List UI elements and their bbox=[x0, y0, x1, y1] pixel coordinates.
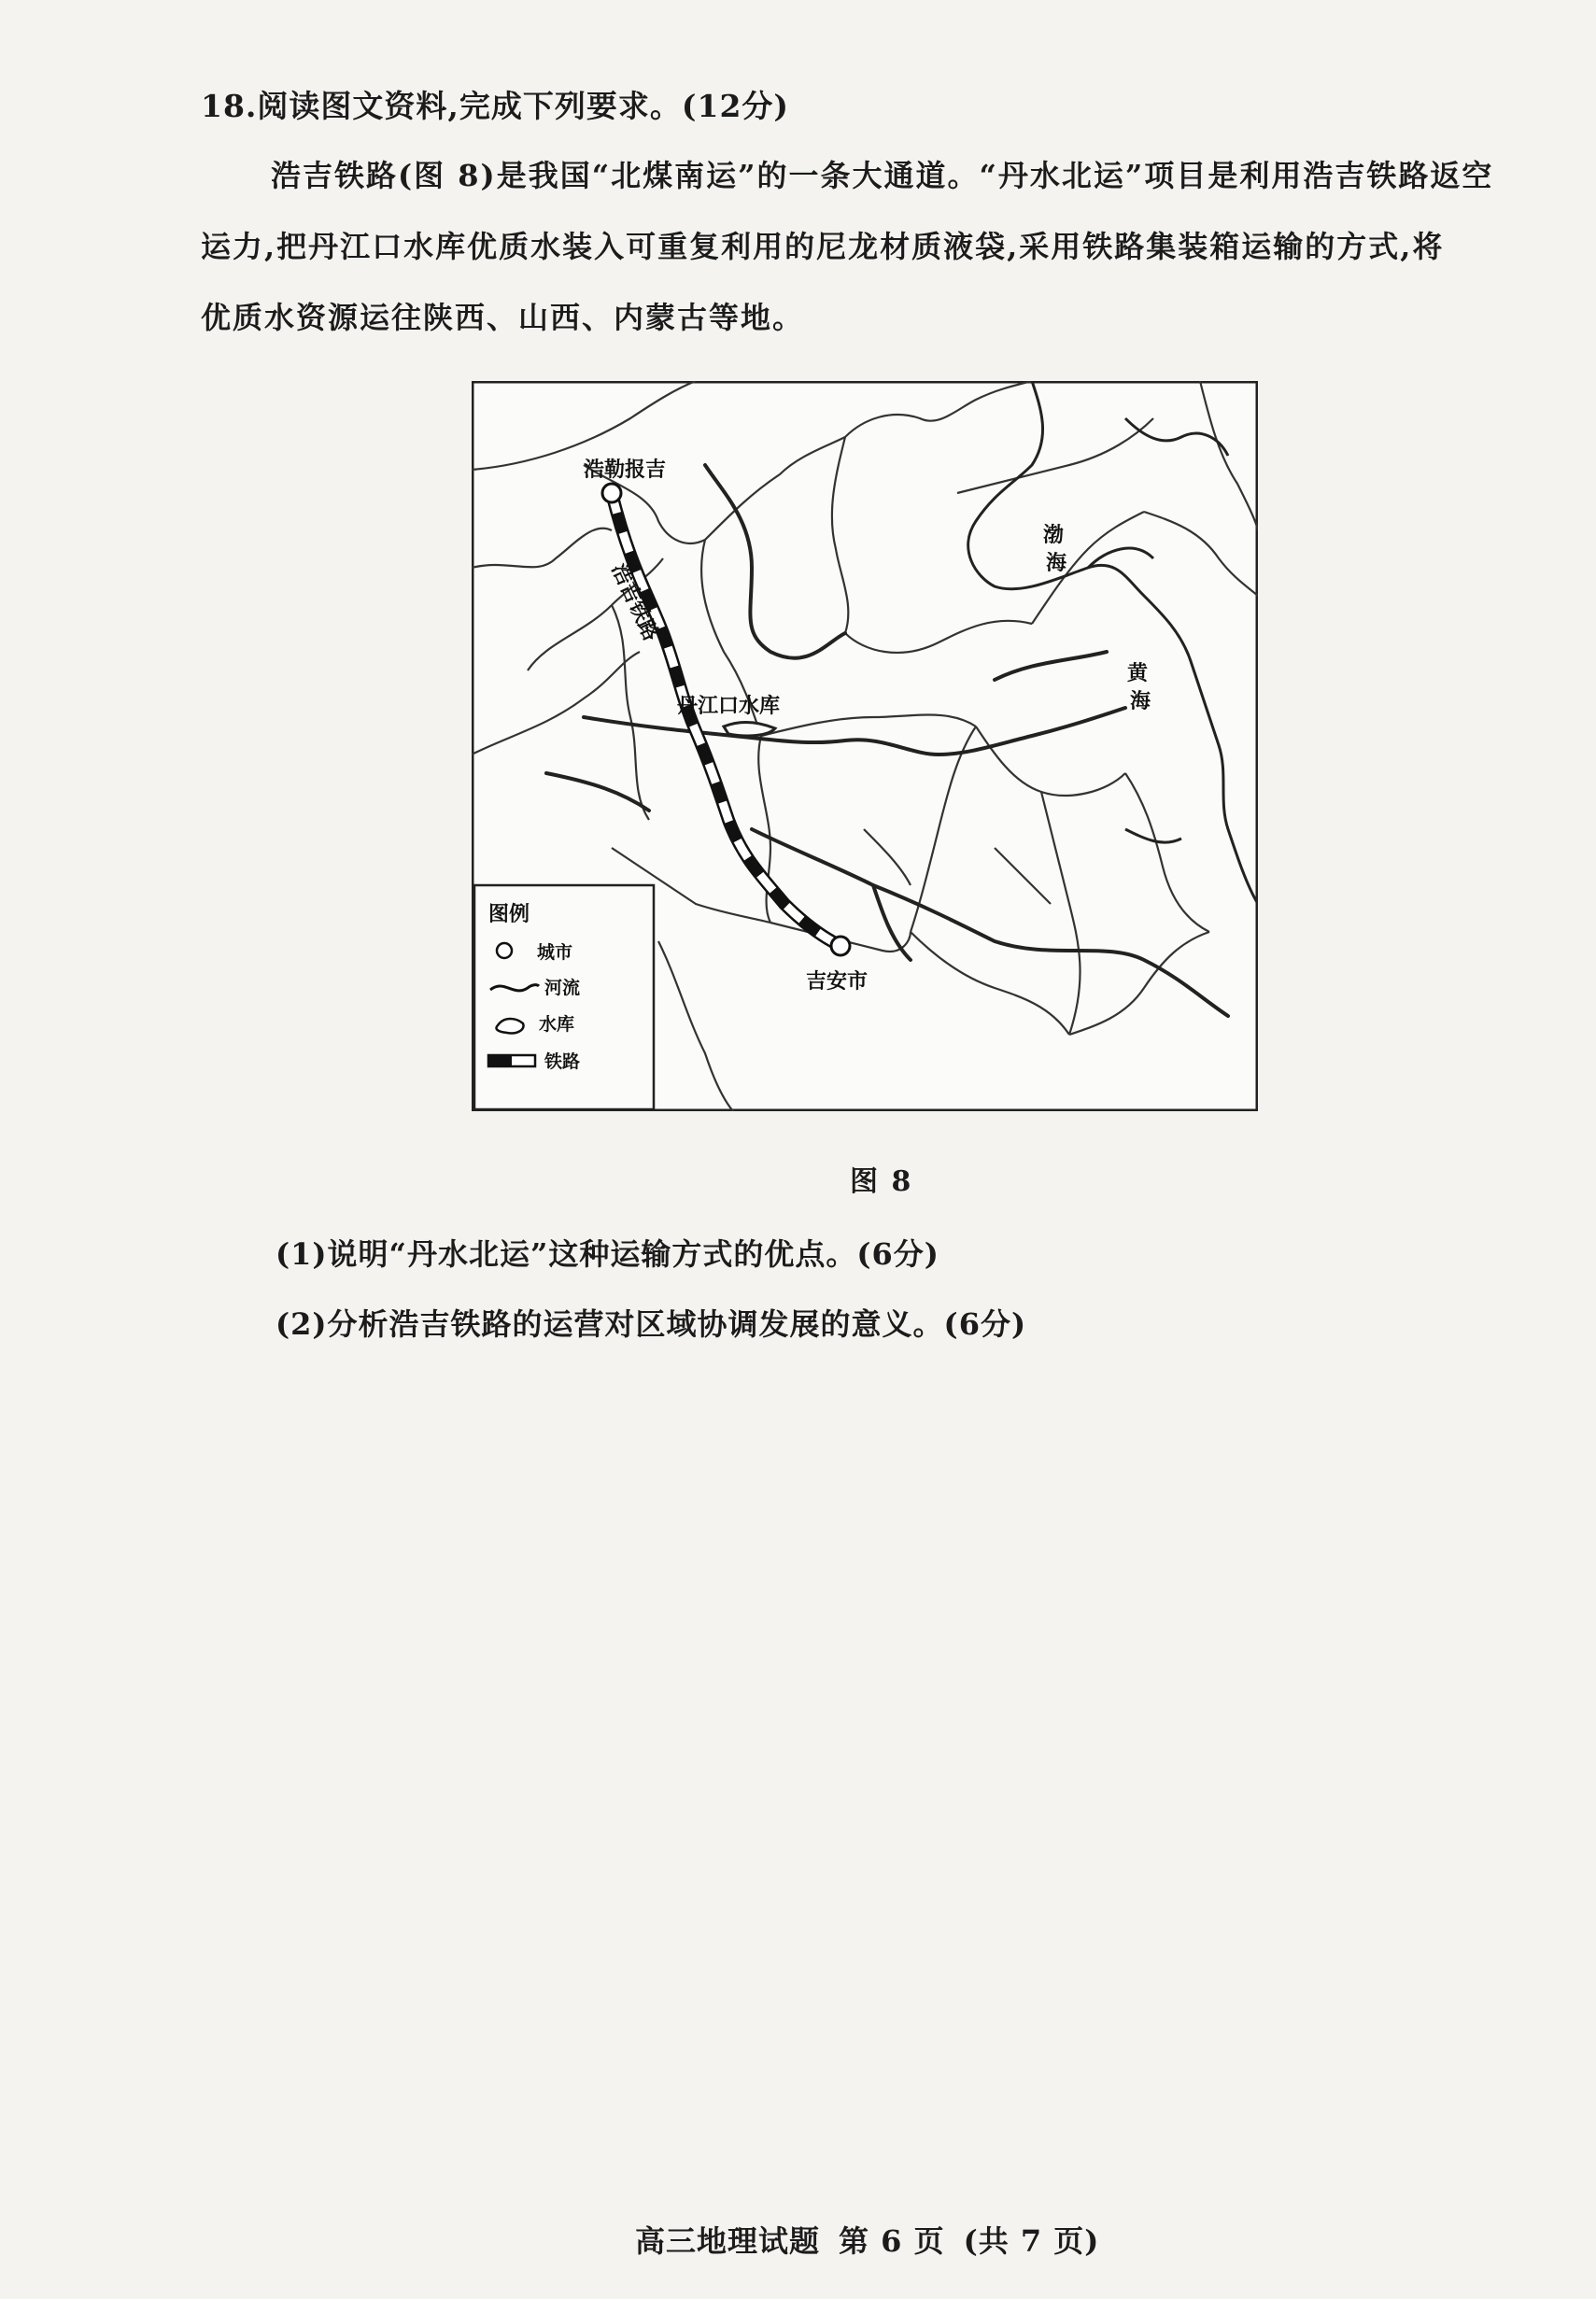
legend-label-city: 城市 bbox=[537, 942, 573, 963]
footer-total-pages: (共 7 页) bbox=[963, 2223, 1100, 2259]
bohai-label-2: 海 bbox=[1046, 552, 1067, 575]
reservoir-label: 丹江口水库 bbox=[677, 695, 781, 718]
city-south-label: 吉安市 bbox=[806, 970, 869, 994]
footer-page-number: 第 6 页 bbox=[839, 2223, 945, 2259]
circle-icon bbox=[497, 943, 512, 958]
railway-map bbox=[472, 381, 1258, 1111]
huanghai-label-2: 海 bbox=[1130, 690, 1151, 713]
figure-caption: 图 8 bbox=[850, 1165, 913, 1198]
legend-label-reservoir: 水库 bbox=[539, 1014, 575, 1035]
reservoir-shape bbox=[724, 723, 775, 736]
question-paragraph bbox=[201, 140, 1536, 353]
paragraph-line-2: 运力,把丹江口水库优质水装入可重复利用的尼龙材质液袋,采用铁路集装箱运输的方式,将 bbox=[201, 229, 1445, 264]
legend-label-railway: 铁路 bbox=[544, 1051, 581, 1072]
footer-exam-name: 高三地理试题 bbox=[635, 2223, 821, 2259]
sub-question-1: (1)说明“丹水北运”这种运输方式的优点。(6分) bbox=[275, 1236, 939, 1272]
page-footer bbox=[635, 2218, 1118, 2261]
sub-question-2: (2)分析浩吉铁路的运营对区域协调发展的意义。(6分) bbox=[275, 1306, 1027, 1342]
railway-label: 浩吉铁路 bbox=[606, 559, 663, 645]
paragraph-line-3: 优质水资源运往陕西、山西、内蒙古等地。 bbox=[201, 300, 805, 335]
railway-bar-icon bbox=[488, 1055, 535, 1066]
legend-label-river: 河流 bbox=[544, 978, 581, 998]
city-north-marker bbox=[602, 484, 621, 502]
city-north-label: 浩勒报吉 bbox=[584, 458, 667, 482]
paragraph-line-1: 浩吉铁路(图 8)是我国“北煤南运”的一条大通道。“丹水北运”项目是利用浩吉铁路返空 bbox=[271, 158, 1494, 193]
legend-title: 图例 bbox=[488, 903, 530, 926]
city-south-marker bbox=[831, 937, 850, 955]
map-legend bbox=[474, 885, 654, 1109]
huanghai-label-1: 黄 bbox=[1127, 662, 1149, 685]
bohai-label-1: 渤 bbox=[1043, 524, 1065, 547]
question-title: 18.阅读图文资料,完成下列要求。(12分) bbox=[201, 88, 790, 124]
reservoir-shape-icon bbox=[496, 1019, 523, 1033]
